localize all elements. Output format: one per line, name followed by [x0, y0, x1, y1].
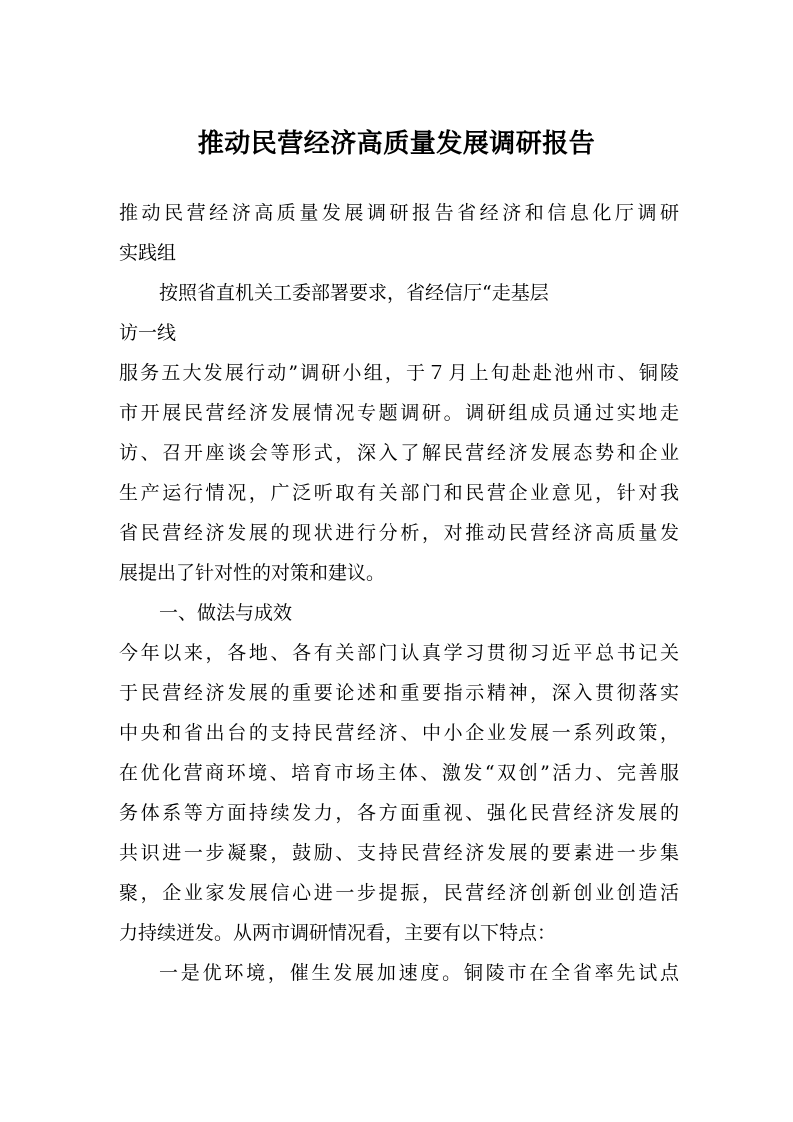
body-line: 展提出了针对性的对策和建议。: [119, 562, 386, 584]
body-line: 访、召开座谈会等形式，深入了解民营经济发展态势和企业: [119, 442, 679, 464]
document-title: 推动民营经济高质量发展调研报告: [197, 129, 596, 159]
body-line: 一是优环境，催生发展加速度。铜陵市在全省率先试点: [159, 962, 679, 984]
body-line: 服务五大发展行动”调研小组，于７月上旬赴赴池州市、铜陵: [119, 362, 679, 384]
section-heading: 一、做法与成效: [159, 602, 293, 624]
body-line: 实践组: [119, 242, 177, 264]
body-line: 力持续迸发。从两市调研情况看，主要有以下特点：: [119, 922, 557, 944]
body-line: 今年以来，各地、各有关部门认真学习贯彻习近平总书记关: [119, 642, 679, 664]
body-line: 务体系等方面持续发力，各方面重视、强化民营经济发展的: [119, 802, 679, 824]
body-line: 于民营经济发展的重要论述和重要指示精神，深入贯彻落实: [119, 682, 679, 704]
body-line: 市开展民营经济发展情况专题调研。调研组成员通过实地走: [119, 402, 679, 424]
body-line: 生产运行情况，广泛听取有关部门和民营企业意见，针对我: [119, 482, 679, 504]
body-line: 在优化营商环境、培育市场主体、激发“双创”活力、完善服: [119, 762, 679, 784]
body-line: 按照省直机关工委部署要求，省经信厅“走基层: [159, 282, 549, 304]
body-line: 中央和省出台的支持民营经济、中小企业发展一系列政策，: [119, 722, 679, 744]
body-line: 访一线: [119, 322, 177, 344]
body-line: 聚，企业家发展信心进一步提振，民营经济创新创业创造活: [119, 882, 679, 904]
body-line: 省民营经济发展的现状进行分析，对推动民营经济高质量发: [119, 522, 679, 544]
document-body: [119, 193, 679, 993]
body-line: 共识进一步凝聚，鼓励、支持民营经济发展的要素进一步集: [119, 842, 679, 864]
body-line: 推动民营经济高质量发展调研报告省经济和信息化厅调研: [119, 202, 679, 224]
